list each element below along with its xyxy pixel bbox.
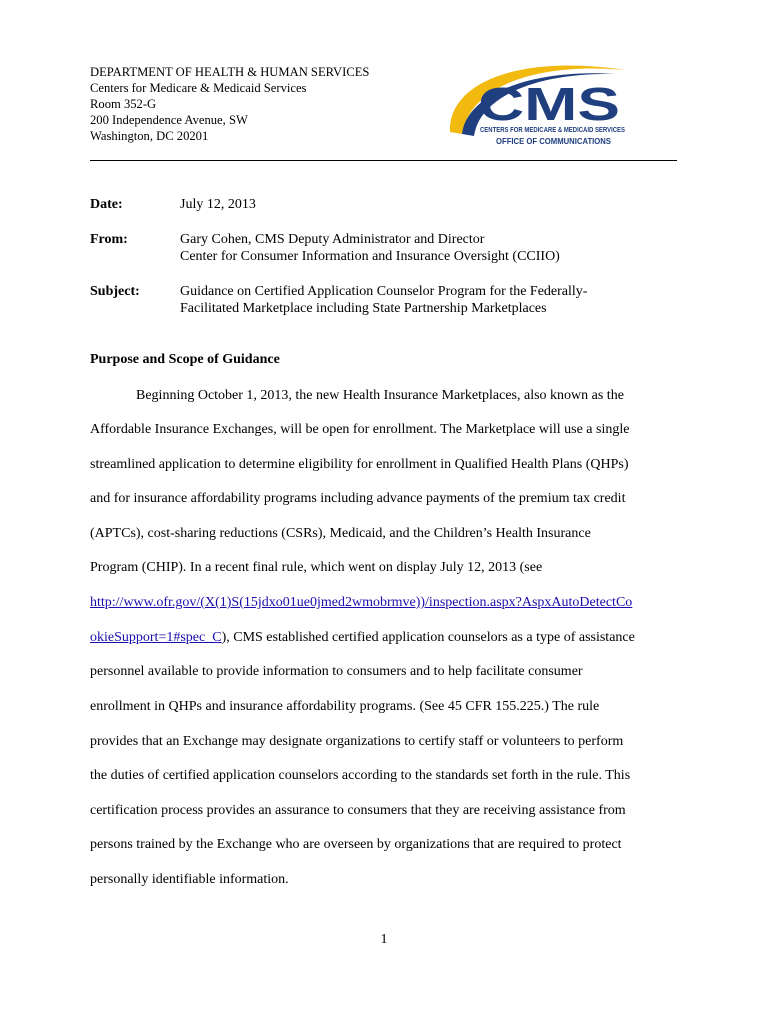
logo-wordmark: CMS [478,78,620,130]
body-line-link [90,594,632,611]
body-line: personally identifiable information. [90,872,289,887]
sender-address [90,64,369,144]
cms-logo [440,52,630,148]
logo-office: OFFICE OF COMMUNICATIONS [496,136,612,146]
body-text-after-link: ), CMS established certified application counselors as a type of assistance [221,630,635,645]
address-line-city: Washington, DC 20201 [90,129,209,143]
body-line: and for insurance affordability programs including advance payments of the premium tax credit [90,491,626,506]
body-line: Beginning October 1, 2013, the new Health Insurance Marketplaces, also known as the [136,388,624,403]
body-line: (APTCs), cost-sharing reductions (CSRs), Medicaid, and the Children’s Health Insurance [90,526,591,541]
subject-label: Subject: [90,284,140,299]
from-line-1: Gary Cohen, CMS Deputy Administrator and Director [180,232,485,247]
body-line: Affordable Insurance Exchanges, will be open for enrollment. The Marketplace will use a single [90,422,630,437]
section-heading: Purpose and Scope of Guidance [90,352,280,367]
body-line: personnel available to provide information to consumers and to help facilitate consumer [90,664,583,679]
from-line-2: Center for Consumer Information and Insurance Oversight (CCIIO) [180,249,560,264]
body-line: Program (CHIP). In a recent final rule, which went on display July 12, 2013 (see [90,560,543,575]
page-number: 1 [380,932,388,947]
body-line: the duties of certified application counselors according to the standards set forth in the rule. This [90,768,631,783]
body-line: persons trained by the Exchange who are overseen by organizations that are required to protect [90,837,622,852]
header-divider [90,160,677,161]
address-line-department: DEPARTMENT OF HEALTH & HUMAN SERVICES [90,65,370,79]
body-line: enrollment in QHPs and insurance affordability programs. (See 45 CFR 155.225.) The rule [90,699,600,714]
date-value: July 12, 2013 [180,197,256,212]
body-line: certification process provides an assurance to consumers that they are receiving assistance from [90,803,626,818]
date-label: Date: [90,197,123,212]
subject-line-1: Guidance on Certified Application Counselor Program for the Federally- [180,284,588,299]
body-line: provides that an Exchange may designate organizations to certify staff or volunteers to perform [90,734,624,749]
body-line-link-cont [90,629,635,646]
body-line: streamlined application to determine eligibility for enrollment in Qualified Health Plans (QHPs) [90,457,629,472]
logo-tagline: CENTERS FOR MEDICARE & MEDICAID SERVICES [480,125,626,134]
address-line-room: Room 352-G [90,97,157,111]
from-label: From: [90,232,128,247]
address-line-centers: Centers for Medicare & Medicaid Services [90,81,307,95]
address-line-street: 200 Independence Avenue, SW [90,113,248,127]
federal-register-link-part-1[interactable]: http://www.ofr.gov/(X(1)S(15jdxo01ue0jmed2wmobrmve))/inspection.aspx?AspxAutoDetectCo [90,595,633,610]
federal-register-link-part-2[interactable]: okieSupport=1#spec_C [90,630,222,645]
subject-line-2: Facilitated Marketplace including State Partnership Marketplaces [180,301,547,316]
